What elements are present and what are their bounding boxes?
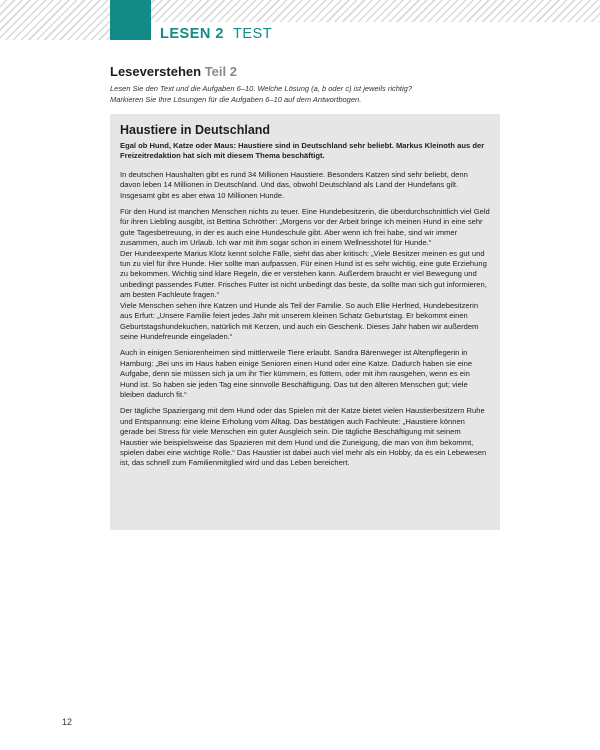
section-title-teil: Teil 2 [204,64,237,79]
article-paragraph-6: Der tägliche Spaziergang mit dem Hund oder das Spielen mit der Katze bietet vielen Haustierbesitzern Ruhe und Entspannung: eine kleine Erholung vom Alltag. Das bestätigen auch Fachleute: „Haustiere können gerade bei Stress für viele Menschen ein guter Ausgleich sein. Die tägliche Beschäftigung mit seinem Haustier wie beispielsweise das Spazieren mit dem Hund und die Zuneigung, die man von ihm bekommt, spielen dabei eine wichtige Rolle.“ Das Haustier ist dabei auch viel mehr als ein Hobby, da es ein Lebewesen ist, das schnell zum Familienmitglied wird und das Leben bereichert. [120,406,487,468]
instructions-line-1: Lesen Sie den Text und die Aufgaben 6–10. Welche Lösung (a, b oder c) ist jeweils richtig? [110,84,412,93]
page-number: 12 [62,717,73,727]
article-paragraph-1: In deutschen Haushalten gibt es rund 34 Millionen Haustiere. Besonders Katzen sind sehr beliebt, denn davon leben 14 Millionen in Deutschland. Und das, obwohl Deutschland als Land der Hundefans gilt. Insgesamt gibt es aber etwa 10 Millionen Hunde. [120,169,468,200]
article-paragraph-2: Für den Hund ist manchen Menschen nichts zu teuer. Eine Hundebesitzerin, die überdurchschnittlich viel Geld für ihren Liebling ausgibt, ist Bettina Schröther: „Morgens vor der Arbeit bringe ich meinen Hund in eine sehr gute Tagesbetreuung, in der es auch eine Hundeschule gibt. Aber wenn ich frei habe, sind wir immer zusammen, auch im Urlaub. Ich war mit ihm sogar schon in einem Wellnesshotel für Hunde.“ [120,207,490,248]
instructions-line-2: Markieren Sie Ihre Lösungen für die Aufgaben 6–10 auf dem Antwortbogen. [110,95,362,104]
section-title [110,64,237,79]
article-paragraph-3: Der Hundeexperte Marius Klotz kennt solche Fälle, sieht das aber kritisch: „Viele Besitzer meinen es gut und tun zu viel für ihre Hunde. Hier sollte man aufpassen. Für einen Hund ist es sehr wichtig, eine gute Erziehung zu bekommen. Wichtig sind klare Regeln, die er verstehen kann. Außerdem braucht er viel Bewegung und unbedingt passendes Futter. Frisches Futter ist nicht unbedingt das beste, da sollte man sich gut informieren, am besten Fachleute fragen.“ [120,248,487,300]
article-paragraph-5: Auch in einigen Seniorenheimen sind mittlerweile Tiere erlaubt. Sandra Bärenweger ist Altenpflegerin in Hamburg: „Bei uns im Haus haben einige Senioren einen Hund oder eine Katze. Dadurch haben sie eine Aufgabe, denn sie müssen sich ja um ihr Tier kümmern, es füttern, oder mit ihm rausgehen, wenn es ein Hund ist. So haben sie jeden Tag eine sinnvolle Beschäftigung. Das tut den älteren Menschen gut; viele bleiben dadurch fit.“ [120,348,473,399]
article-title: Haustiere in Deutschland [120,123,271,137]
article-lead: Egal ob Hund, Katze oder Maus: Haustiere sind in Deutschland sehr beliebt. Markus Kleinoth aus der Freizeitredaktion hat sich mit diesem Thema beschäftigt. [120,141,485,161]
header-test-label: TEST [233,26,273,42]
teal-accent-block [110,0,151,40]
instructions [110,83,510,105]
header-label [151,22,600,40]
article-paragraph-4: Viele Menschen sehen ihre Katzen und Hunde als Teil der Familie. So auch Ellie Herfried, Hundebesitzerin aus Erfurt: „Unsere Familie feiert jedes Jahr mit unserem kleinen Schatz Geburtstag. Er bekommt einen Geburtstagshundekuchen, natürlich mit Kerzen, und auch ein Geschenk. Dieses Jahr haben wir außerdem seine Hundefreunde eingeladen.“ [120,300,479,341]
section-title-main: Leseverstehen [110,64,202,79]
article-box [110,114,500,530]
header-lesen-label: LESEN 2 [160,26,224,42]
